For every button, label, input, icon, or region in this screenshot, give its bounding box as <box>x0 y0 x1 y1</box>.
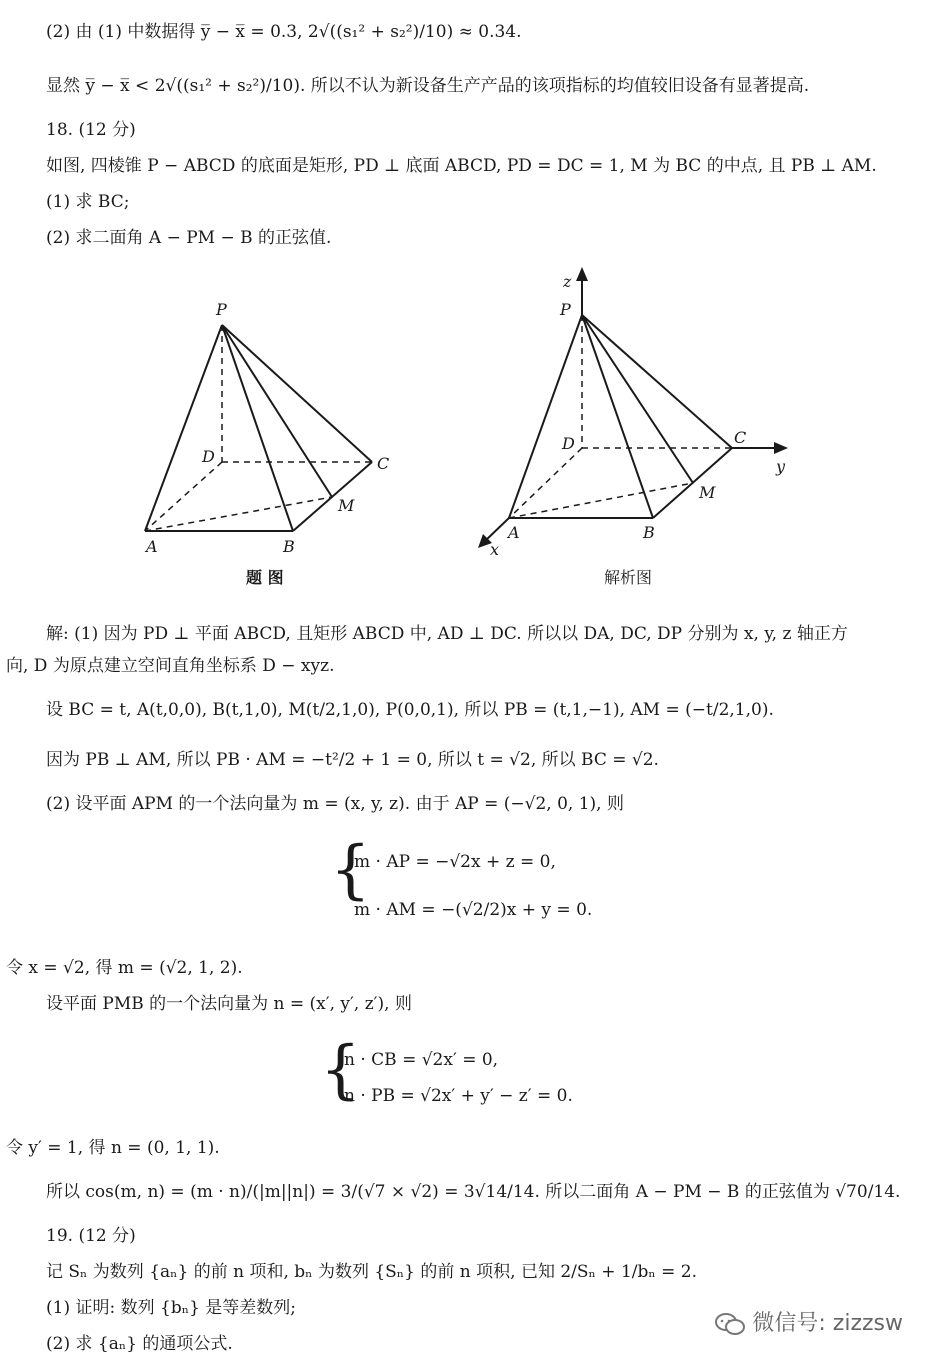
watermark-text: 微信号: zizzsw <box>752 1311 903 1336</box>
right-label-B: B <box>643 523 655 542</box>
wechat-watermark <box>714 1306 903 1337</box>
system1-eq1: m · AP = −√2x + z = 0, <box>354 852 556 872</box>
solution-8: 所以 cos(m, n) = (m · n)/(|m||n|) = 3/(√7 × √2) = 3√14/14. 所以二面角 A − PM − B 的正弦值为 √70/14. <box>46 1182 901 1202</box>
right-label-D: D <box>562 434 575 453</box>
q18-part1: (1) 求 BC; <box>46 192 130 212</box>
left-label-D: D <box>202 447 215 466</box>
system1-eq2: m · AM = −(√2/2)x + y = 0. <box>354 900 593 920</box>
right-label-A: A <box>508 523 520 542</box>
right-label-M: M <box>699 483 716 502</box>
solution-3: 因为 PB ⊥ AM, 所以 PB · AM = −t²/2 + 1 = 0, 所以 t = √2, 所以 BC = √2. <box>46 750 659 770</box>
right-label-P: P <box>560 300 571 319</box>
solution-1b: 向, D 为原点建立空间直角坐标系 D − xyz. <box>6 656 335 676</box>
left-label-P: P <box>216 300 227 319</box>
left-caption: 题 图 <box>246 568 284 587</box>
q18-heading: 18. (12 分) <box>46 120 136 140</box>
q19-heading: 19. (12 分) <box>46 1226 136 1246</box>
right-label-y: y <box>776 457 786 476</box>
y-axis-arrow <box>774 442 788 454</box>
solution-5: 令 x = √2, 得 m = (√2, 1, 2). <box>6 958 243 978</box>
right-label-z: z <box>563 272 572 291</box>
solution-2: 设 BC = t, A(t,0,0), B(t,1,0), M(t/2,1,0), P(0,0,1), 所以 PB = (t,1,−1), AM = (−t/2,1,0). <box>46 700 774 720</box>
right-caption: 解析图 <box>604 568 653 587</box>
right-label-x: x <box>490 540 500 559</box>
z-axis-arrow <box>576 267 588 281</box>
system2-eq1: n · CB = √2x′ = 0, <box>344 1050 499 1070</box>
figures <box>0 265 929 605</box>
prev-solution-line-2: 显然 y̅ − x̅ < 2√((s₁² + s₂²)/10). 所以不认为新设备生产产品的该项指标的均值较旧设备有显著提高. <box>46 76 810 96</box>
system2-eq2: n · PB = √2x′ + y′ − z′ = 0. <box>344 1086 573 1106</box>
wechat-icon <box>714 1312 746 1336</box>
solution-4: (2) 设平面 APM 的一个法向量为 m = (x, y, z). 由于 AP = (−√2, 0, 1), 则 <box>46 794 624 814</box>
q19-part1: (1) 证明: 数列 {bₙ} 是等差数列; <box>46 1298 297 1318</box>
solution-1a: 解: (1) 因为 PD ⊥ 平面 ABCD, 且矩形 ABCD 中, AD ⊥ DC. 所以以 DA, DC, DP 分别为 x, y, z 轴正方 <box>46 624 848 644</box>
system2-brace: { <box>320 1033 361 1107</box>
solution-6: 设平面 PMB 的一个法向量为 n = (x′, y′, z′), 则 <box>46 994 412 1014</box>
left-label-B: B <box>283 537 295 556</box>
q18-part2: (2) 求二面角 A − PM − B 的正弦值. <box>46 228 332 248</box>
left-label-C: C <box>377 454 390 473</box>
right-label-C: C <box>734 428 747 447</box>
system1-brace: { <box>330 833 371 907</box>
q18-stem: 如图, 四棱锥 P − ABCD 的底面是矩形, PD ⊥ 底面 ABCD, PD = DC = 1, M 为 BC 的中点, 且 PB ⊥ AM. <box>46 156 877 176</box>
analysis-figure <box>484 275 780 542</box>
q19-part2: (2) 求 {aₙ} 的通项公式. <box>46 1334 233 1354</box>
prev-solution-line-1: (2) 由 (1) 中数据得 y̅ − x̅ = 0.3, 2√((s₁² + s₂²)/10) ≈ 0.34. <box>46 22 522 42</box>
left-label-M: M <box>338 496 355 515</box>
q19-stem: 记 Sₙ 为数列 {aₙ} 的前 n 项和, bₙ 为数列 {Sₙ} 的前 n 项积, 已知 2/Sₙ + 1/bₙ = 2. <box>46 1262 697 1282</box>
solution-7: 令 y′ = 1, 得 n = (0, 1, 1). <box>6 1138 220 1158</box>
left-label-A: A <box>146 537 158 556</box>
